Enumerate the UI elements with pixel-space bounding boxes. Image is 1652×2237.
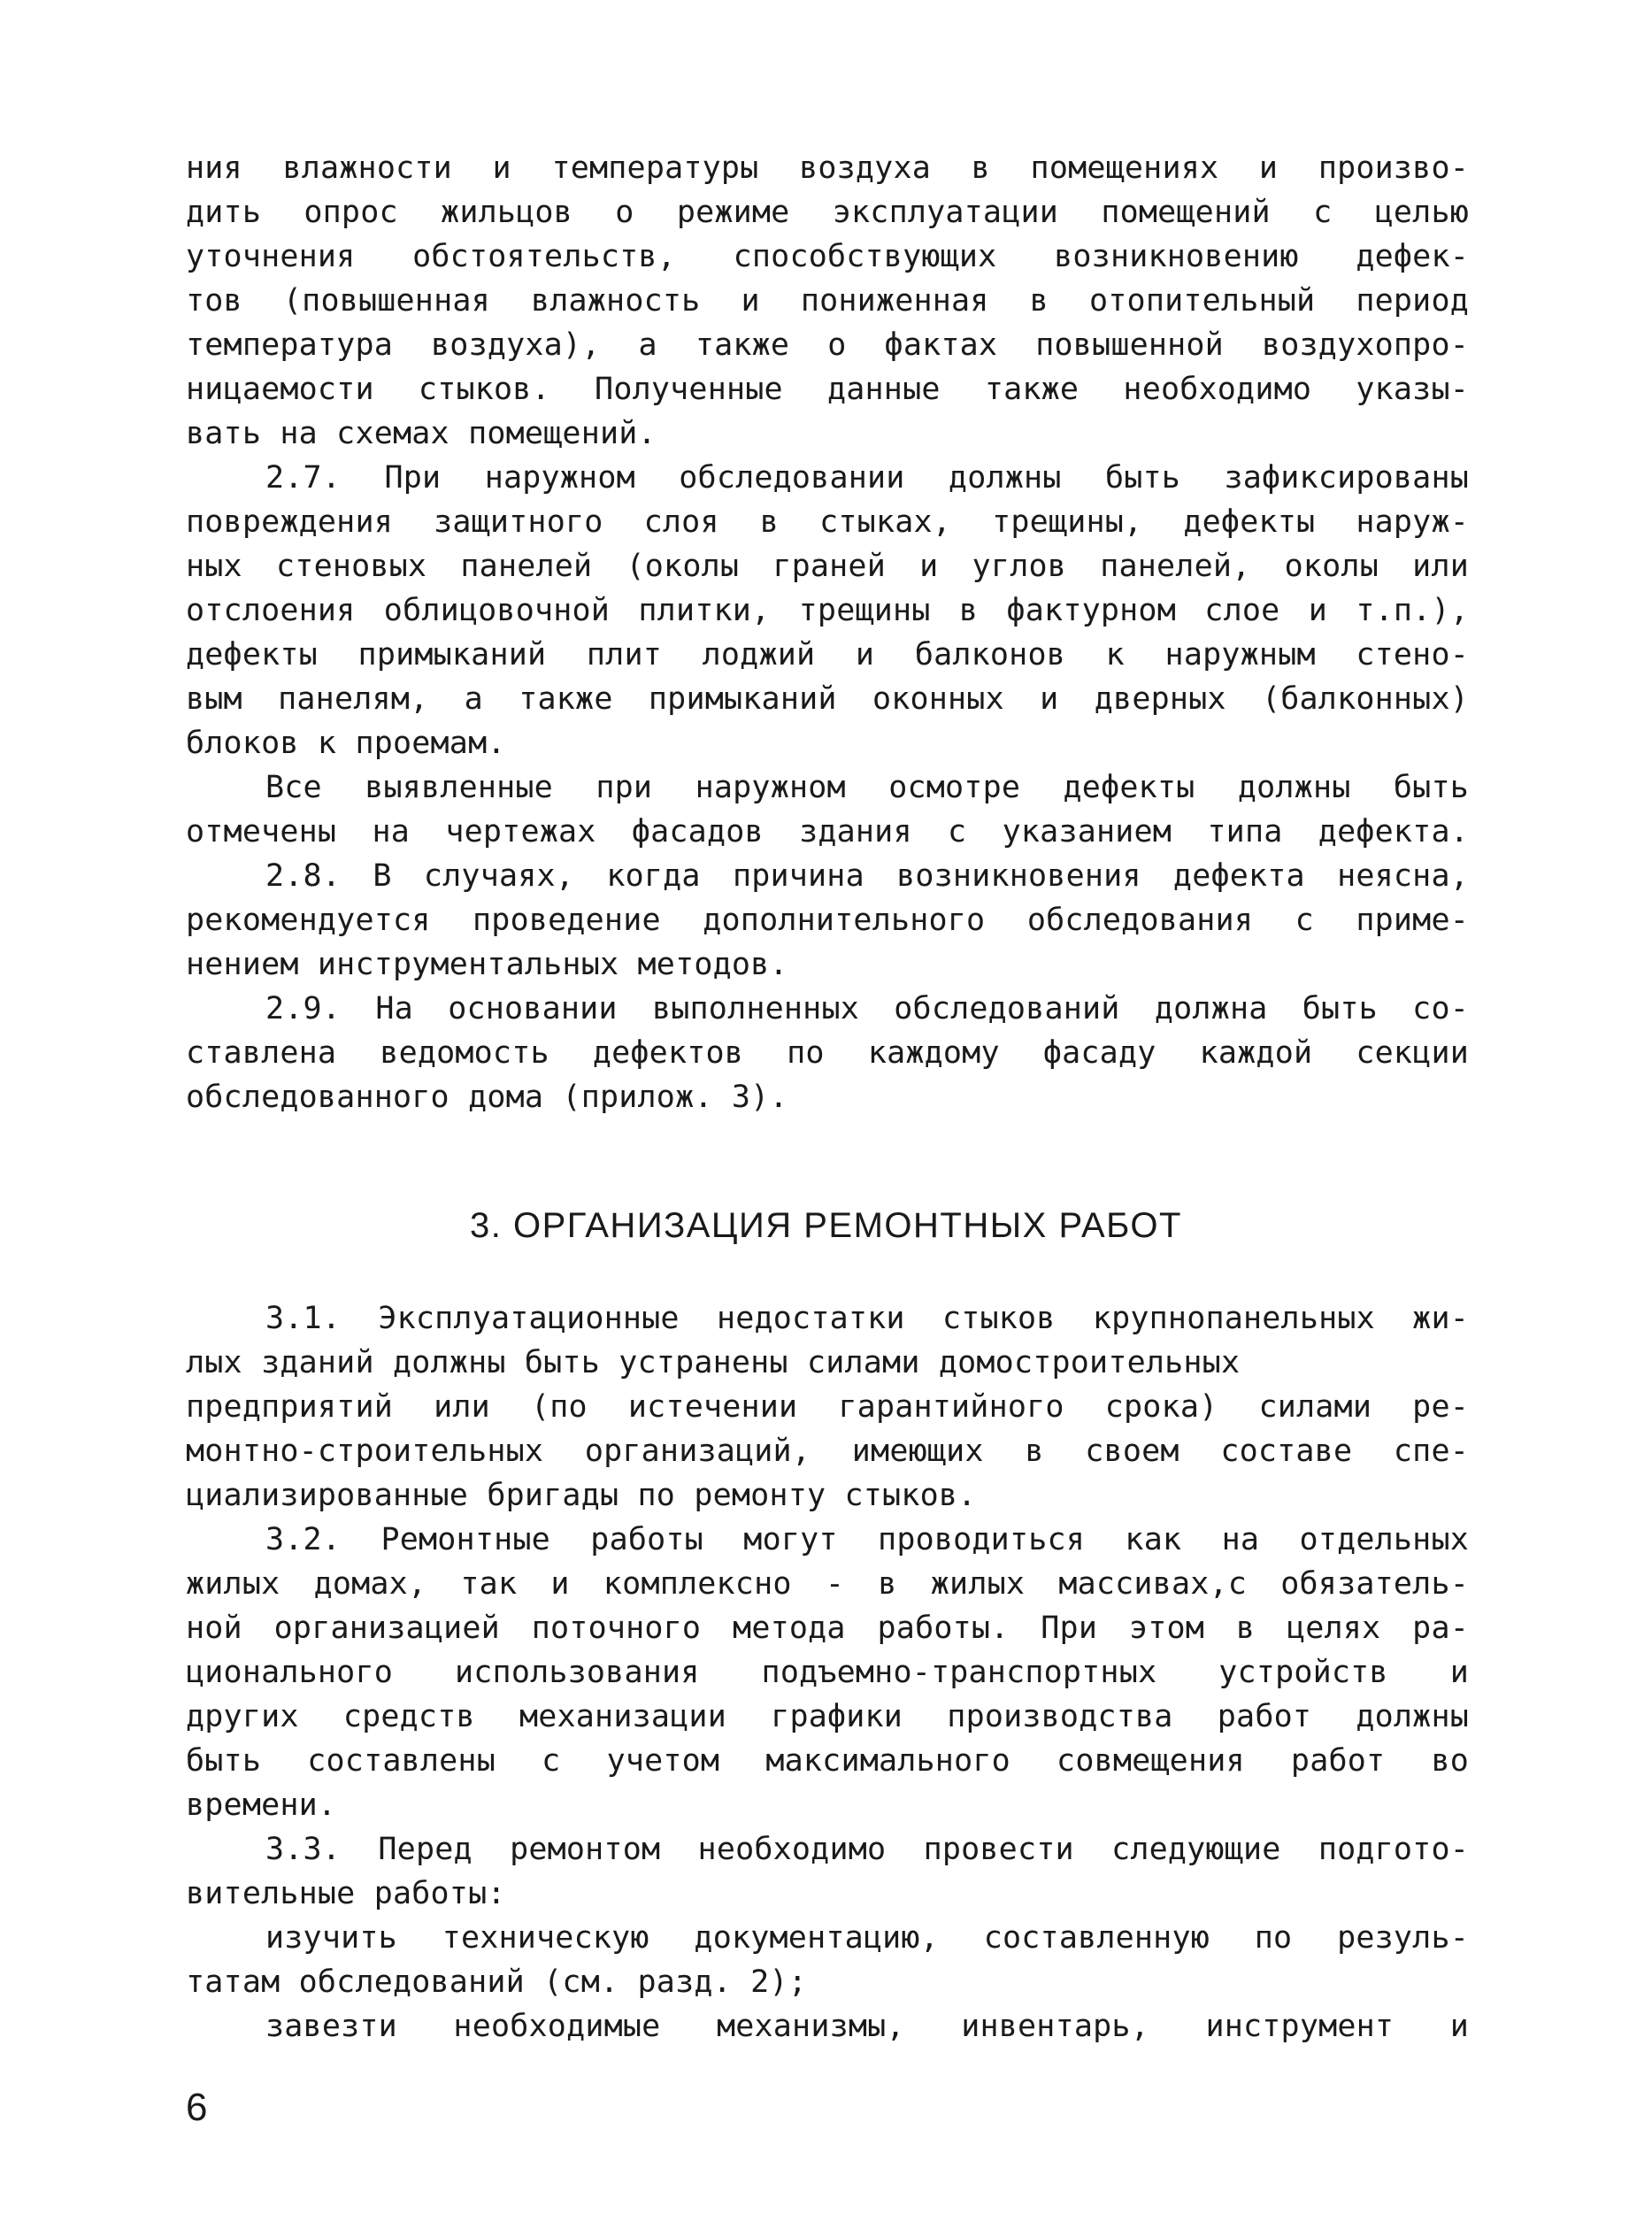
text-line: быть составлены с учетом максимального совмещения работ во [186, 1743, 1469, 1779]
text-line: блоков к проемам. [186, 726, 506, 761]
text-line: ния влажности и температуры воздуха в помещениях и произво- [186, 150, 1469, 186]
paragraph-2-7 [186, 456, 1469, 765]
text-line: ницаемости стыков. Полученные данные также необходимо указы- [186, 372, 1469, 407]
text-line: других средств механизации графики производства работ должны [186, 1699, 1469, 1734]
list-item-study-documentation [186, 1916, 1469, 2004]
text-line: вать на схемах помещений. [186, 416, 657, 451]
text-line: 2.7. При наружном обследовании должны быть зафиксированы [265, 460, 1469, 496]
text-line: отмечены на чертежах фасадов здания с указанием типа дефекта. [186, 814, 1469, 849]
text-line: ставлена ведомость дефектов по каждому фасаду каждой секции [186, 1035, 1469, 1071]
text-line: 3.2. Ремонтные работы могут проводиться как на отдельных [265, 1522, 1469, 1557]
text-line: обследованного дома (прилож. 3). [186, 1080, 788, 1115]
text-line: ной организацией поточного метода работы. При этом в целях ра- [186, 1610, 1469, 1646]
text-line: изучить техническую документацию, составленную по резуль- [265, 1920, 1469, 1956]
text-line: рекомендуется проведение дополнительного обследования с приме- [186, 903, 1469, 938]
text-line: завезти необходимые механизмы, инвентарь, инструмент и [265, 2009, 1469, 2044]
text-line: 2.8. В случаях, когда причина возникновения дефекта неясна, [265, 858, 1469, 894]
text-line: предприятий или (по истечении гарантийного срока) силами ре- [186, 1389, 1469, 1425]
text-line: вым панелям, а также примыканий оконных и дверных (балконных) [186, 681, 1469, 717]
paragraph-3-3 [186, 1827, 1469, 1916]
section-heading: 3. ОРГАНИЗАЦИЯ РЕМОНТНЫХ РАБОТ [470, 1206, 1182, 1245]
paragraph-3-2 [186, 1518, 1469, 1827]
text-line: вительные работы: [186, 1876, 506, 1911]
paragraph-defects-marking [186, 765, 1469, 854]
list-item-deliver-equipment [186, 2004, 1469, 2049]
text-line: времени. [186, 1787, 337, 1823]
paragraph-3-1 [186, 1296, 1469, 1518]
paragraph-2-9 [186, 987, 1469, 1119]
text-line: повреждения защитного слоя в стыках, трещины, дефекты наруж- [186, 504, 1469, 540]
text-line: уточнения обстоятельств, способствующих возникновению дефек- [186, 239, 1469, 274]
text-line: 3.1. Эксплуатационные недостатки стыков крупнопанельных жи- [265, 1301, 1469, 1336]
text-line: 3.3. Перед ремонтом необходимо провести следующие подгото- [265, 1832, 1469, 1867]
text-line: дить опрос жильцов о режиме эксплуатации помещений с целью [186, 195, 1469, 230]
text-line: татам обследований (см. разд. 2); [186, 1964, 807, 2000]
continuation-lines [186, 146, 1469, 456]
text-line: нением инструментальных методов. [186, 947, 788, 982]
text-line: дефекты примыканий плит лоджий и балконов к наружным стено- [186, 637, 1469, 673]
text-line: ционального использования подъемно-транспортных устройств и [186, 1655, 1469, 1690]
text-line: лых зданий должны быть устранены силами домостроительных [186, 1345, 1241, 1380]
text-line: 2.9. На основании выполненных обследований должна быть со- [265, 991, 1469, 1026]
text-line: отслоения облицовочной плитки, трещины в фактурном слое и т.п.), [186, 593, 1469, 628]
text-line: Все выявленные при наружном осмотре дефекты должны быть [265, 770, 1469, 805]
text-line: ных стеновых панелей (околы граней и углов панелей, околы или [186, 549, 1469, 584]
text-line: монтно-строительных организаций, имеющих в своем составе спе- [186, 1434, 1469, 1469]
paragraph-2-8 [186, 854, 1469, 987]
text-line: жилых домах, так и комплексно - в жилых массивах,с обязатель- [186, 1566, 1469, 1602]
text-line: тов (повышенная влажность и пониженная в отопительный период [186, 283, 1469, 319]
page-number: 6 [186, 2086, 208, 2129]
text-line: температура воздуха), а также о фактах повышенной воздухопро- [186, 327, 1469, 363]
text-line: циализированные бригады по ремонту стыков. [186, 1478, 977, 1513]
